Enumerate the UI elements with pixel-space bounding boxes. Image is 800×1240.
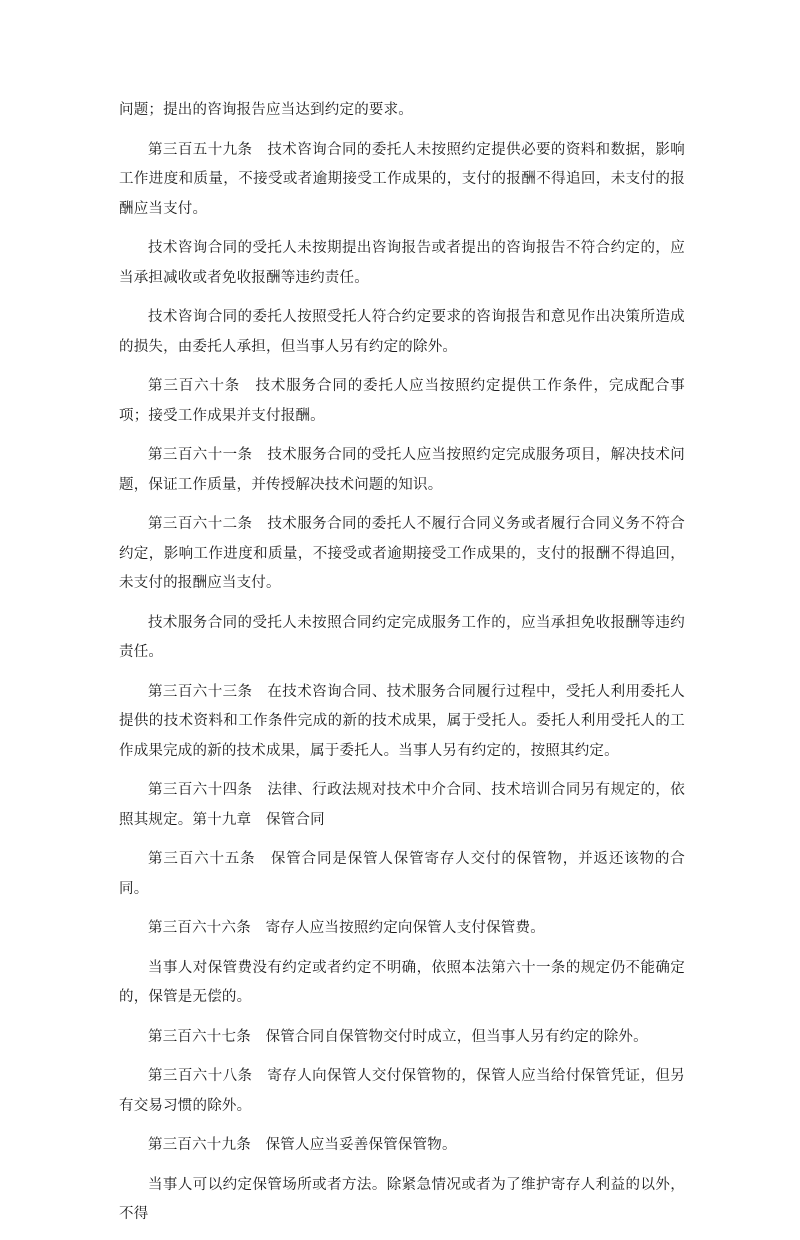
document-body	[119, 96, 685, 1240]
paragraph: 第三百六十条 技术服务合同的委托人应当按照约定提供工作条件，完成配合事项；接受工作成果并支付报酬。	[119, 378, 685, 424]
paragraph: 第三百六十九条 保管人应当妥善保管保管物。	[148, 1137, 457, 1153]
paragraph: 第三百五十九条 技术咨询合同的委托人未按照约定提供必要的资料和数据，影响工作进度和质量，不接受或者逾期接受工作成果的，支付的报酬不得追回，未支付的报酬应当支付。	[119, 141, 685, 217]
paragraph: 第三百六十三条 在技术咨询合同、技术服务合同履行过程中，受托人利用委托人提供的技术资料和工作条件完成的新的技术成果，属于受托人。委托人利用受托人的工作成果完成的新的技术成果，属于委托人。当事人另有约定的，按照其约定。	[119, 683, 685, 759]
paragraph: 第三百六十一条 技术服务合同的受托人应当按照约定完成服务项目，解决技术问题，保证工作质量，并传授解决技术问题的知识。	[119, 447, 685, 493]
paragraph: 当事人可以约定保管场所或者方法。除紧急情况或者为了维护寄存人利益的以外，不得	[119, 1176, 685, 1222]
paragraph: 技术咨询合同的委托人按照受托人符合约定要求的咨询报告和意见作出决策所造成的损失，由委托人承担，但当事人另有约定的除外。	[119, 309, 685, 355]
paragraph: 第三百六十二条 技术服务合同的委托人不履行合同义务或者履行合同义务不符合约定，影响工作进度和质量，不接受或者逾期接受工作成果的，支付的报酬不得追回，未支付的报酬应当支付。	[119, 516, 685, 591]
paragraph: 当事人对保管费没有约定或者约定不明确，依照本法第六十一条的规定仍不能确定的，保管是无偿的。	[119, 959, 685, 1005]
paragraph: 技术服务合同的受托人未按照合同约定完成服务工作的，应当承担免收报酬等违约责任。	[119, 614, 685, 660]
paragraph: 第三百六十四条 法律、行政法规对技术中介合同、技术培训合同另有规定的，依照其规定。第十九章 保管合同	[119, 782, 685, 828]
paragraph: 技术咨询合同的受托人未按期提出咨询报告或者提出的咨询报告不符合约定的，应当承担减收或者免收报酬等违约责任。	[119, 240, 685, 286]
paragraph: 第三百六十五条 保管合同是保管人保管寄存人交付的保管物，并返还该物的合同。	[119, 851, 685, 897]
paragraph: 问题；提出的咨询报告应当达到约定的要求。	[119, 102, 413, 118]
paragraph: 第三百六十六条 寄存人应当按照约定向保管人支付保管费。	[148, 920, 545, 936]
paragraph: 第三百六十八条 寄存人向保管人交付保管物的，保管人应当给付保管凭证，但另有交易习惯的除外。	[119, 1068, 685, 1114]
paragraph: 第三百六十七条 保管合同自保管物交付时成立，但当事人另有约定的除外。	[148, 1028, 648, 1045]
